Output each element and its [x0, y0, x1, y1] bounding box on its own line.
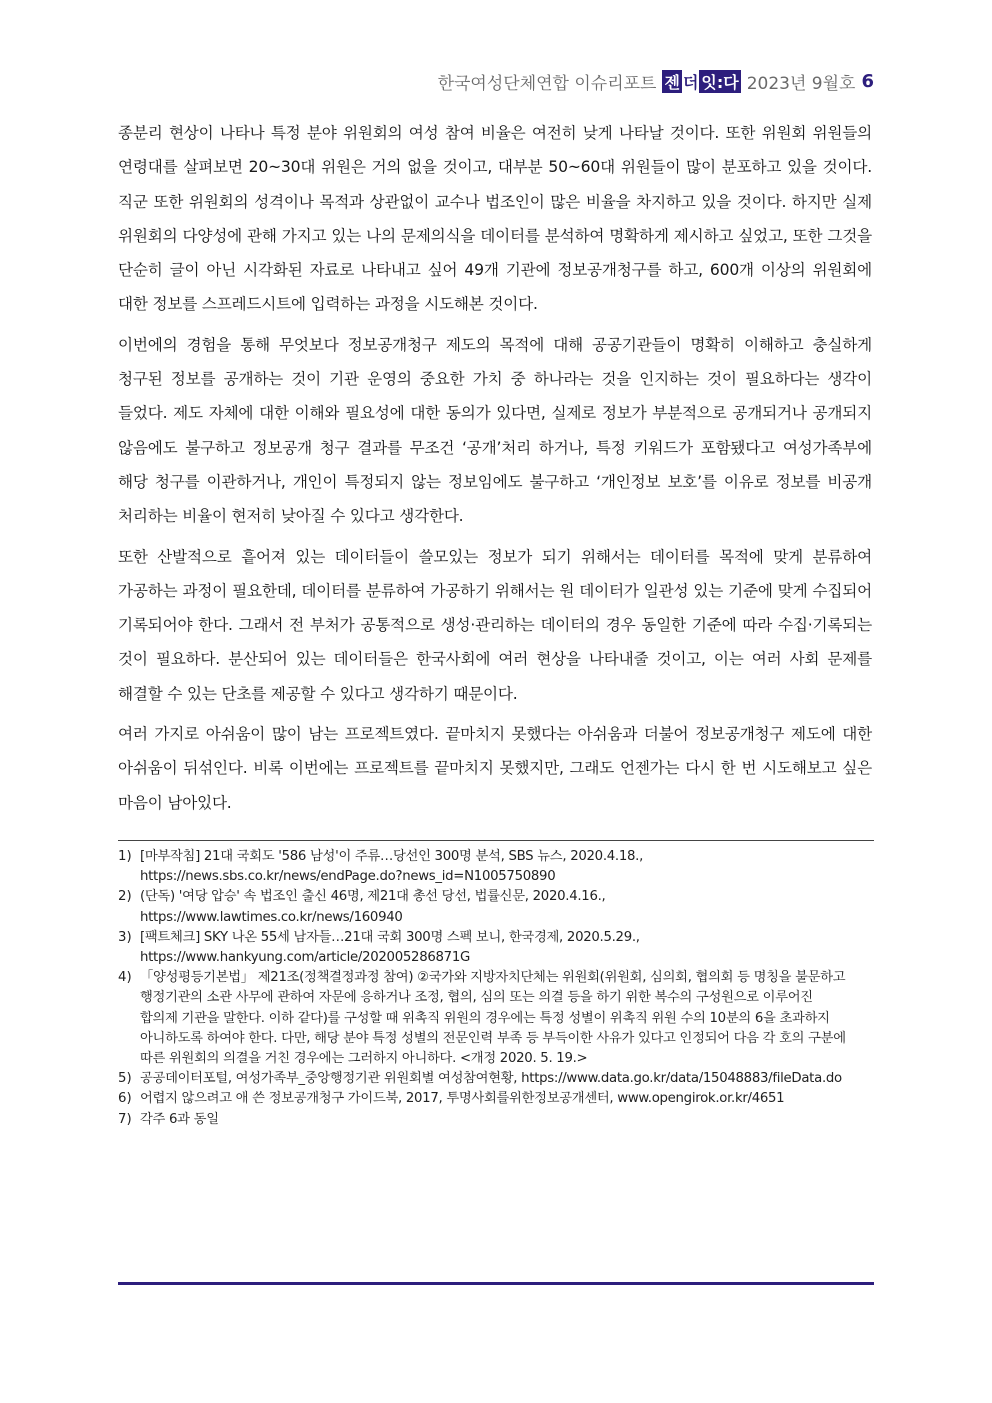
footnote: [118, 1069, 874, 1089]
footnote-text: 공공데이터포털, 여성가족부_중앙행정기관 위원회별 여성참여현황, https://www.data.go.kr/data/15048883/fileData.do: [140, 1071, 842, 1087]
footer-rule: [118, 1282, 874, 1285]
brand-logo: [662, 70, 740, 93]
footnote-number: 6): [118, 1091, 132, 1107]
footnote-number: 4): [118, 970, 132, 986]
brand-part-3: 잇:다: [699, 70, 740, 93]
footnote-text: 행정기관의 소관 사무에 관하여 자문에 응하거나 조정, 협의, 심의 또는 의결 등을 하기 위한 복수의 구성원으로 이루어진: [140, 990, 813, 1006]
footnote-text: [팩트체크] SKY 나온 55세 남자들…21대 국회 300명 스펙 보니, 한국경제, 2020.5.29.,: [140, 929, 640, 945]
footnote-text: [마부작침] 21대 국회도 '586 남성'이 주류…당선인 300명 분석, SBS 뉴스, 2020.4.18.,: [140, 849, 644, 864]
footnote-text: (단독) '여당 압승' 속 법조인 출신 46명, 제21대 총선 당선, 법률신문, 2020.4.16.,: [140, 889, 606, 905]
body-text: [118, 116, 872, 826]
page-number: 6: [861, 70, 874, 92]
paragraph: 또한 산발적으로 흩어져 있는 데이터들이 쓸모있는 정보가 되기 위해서는 데이터를 목적에 맞게 분류하여 가공하는 과정이 필요한데, 데이터를 분류하여 가공하기 위해서는 원 데이터가 일관성 있는 기준에 맞게 수집되어 기록되어야 한다. 그래서 전 부처가 공통적으로 생성·관리하는 데이터의 경우 동일한 기준에 따라 수집·기록되는 것이 필요하다. 분산되어 있는 데이터들은 한국사회에 여러 현상을 나타내줄 것이고, 이는 여러 사회 문제를 해결할 수 있는 단초를 제공할 수 있다고 생각하기 때문이다.: [118, 547, 872, 703]
footnote: [118, 968, 874, 1069]
brand-part-1: 젠: [662, 70, 681, 93]
footnote-text: 어렵지 않으려고 애 쓴 정보공개청구 가이드북, 2017, 투명사회를위한정보공개센터, www.opengirok.or.kr/4651: [140, 1091, 785, 1107]
header-issue: 2023년 9월호: [746, 73, 856, 94]
footnote-divider: [118, 840, 874, 841]
paragraph: 이번에의 경험을 통해 무엇보다 정보공개청구 제도의 목적에 대해 공공기관들이 명확히 이해하고 충실하게 청구된 정보를 공개하는 것이 기관 운영의 중요한 가치 중 하나라는 것을 인지하는 것이 필요하다는 생각이 들었다. 제도 자체에 대한 이해와 필요성에 대한 동의가 있다면, 실제로 정보가 부분적으로 공개되거나 공개되지 않음에도 불구하고 정보공개 청구 결과를 무조건 ‘공개’처리 하거나, 특정 키워드가 포함됐다고 여성가족부에 해당 청구를 이관하거나, 개인이 특정되지 않는 정보임에도 불구하고 ‘개인정보 보호’를 이유로 정보를 비공개 처리하는 비율이 현저히 낮아질 수 있다고 생각한다.: [118, 335, 872, 526]
footnote-number: 3): [118, 929, 132, 945]
footnote-link: https://www.hankyung.com/article/202005286871G: [140, 950, 471, 966]
footnote: [118, 887, 874, 927]
footnote: [118, 1110, 874, 1130]
footnote: [118, 928, 874, 968]
paragraph: 여러 가지로 아쉬움이 많이 남는 프로젝트였다. 끝마치지 못했다는 아쉬움과 더불어 정보공개청구 제도에 대한 아쉬움이 뒤섞인다. 비록 이번에는 프로젝트를 끝마치지 못했지만, 그래도 언젠가는 다시 한 번 시도해보고 싶은 마음이 남아있다.: [118, 725, 872, 812]
footnote-text: 「양성평등기본법」 제21조(정책결정과정 참여) ②국가와 지방자치단체는 위원회(위원회, 심의회, 협의회 등 명칭을 불문하고: [140, 970, 846, 986]
paragraph: 종분리 현상이 나타나 특정 분야 위원회의 여성 참여 비율은 여전히 낮게 나타날 것이다. 또한 위원회 위원들의 연령대를 살펴보면 20~30대 위원은 거의 없을 것이고, 대부분 50~60대 위원들이 많이 분포하고 있을 것이다. 직군 또한 위원회의 성격이나 목적과 상관없이 교수나 법조인이 많은 비율을 차지하고 있을 것이다. 하지만 실제 위원회의 다양성에 관해 가지고 있는 나의 문제의식을 데이터를 분석하여 명확하게 제시하고 싶었고, 또한 그것을 단순히 글이 아닌 시각화된 자료로 나타내고 싶어 49개 기관에 정보공개청구를 하고, 600개 이상의 위원회에 대한 정보를 스프레드시트에 입력하는 과정을 시도해본 것이다.: [118, 124, 872, 314]
footnote-text: 따른 위원회의 의결을 거친 경우에는 그러하지 아니하다. <개정 2020. 5. 19.>: [140, 1051, 588, 1067]
footnote-number: 7): [118, 1111, 132, 1127]
footnote: [118, 847, 874, 887]
footnote-text: 아니하도록 하여야 한다. 다만, 해당 분야 특정 성별의 전문인력 부족 등 부득이한 사유가 있다고 인정되어 다음 각 호의 구분에: [140, 1030, 846, 1046]
footnote-link: https://www.lawtimes.co.kr/news/160940: [140, 909, 403, 925]
footnote: [118, 1089, 874, 1109]
header-org: 한국여성단체연합 이슈리포트: [437, 73, 657, 94]
footnote-number: 2): [118, 889, 132, 905]
footnotes: [118, 847, 874, 1130]
footnote-text: 각주 6과 동일: [140, 1111, 219, 1127]
footnote-number: 1): [118, 849, 132, 864]
footnote-text: 합의제 기관을 말한다. 이하 같다)를 구성할 때 위촉직 위원의 경우에는 특정 성별이 위촉직 위원 수의 10분의 6을 초과하지: [140, 1010, 830, 1026]
page-header: [438, 66, 874, 96]
brand-part-2: 더: [682, 72, 699, 92]
footnote-link: https://news.sbs.co.kr/news/endPage.do?news_id=N1005750890: [140, 869, 556, 885]
footnote-number: 5): [118, 1071, 132, 1087]
